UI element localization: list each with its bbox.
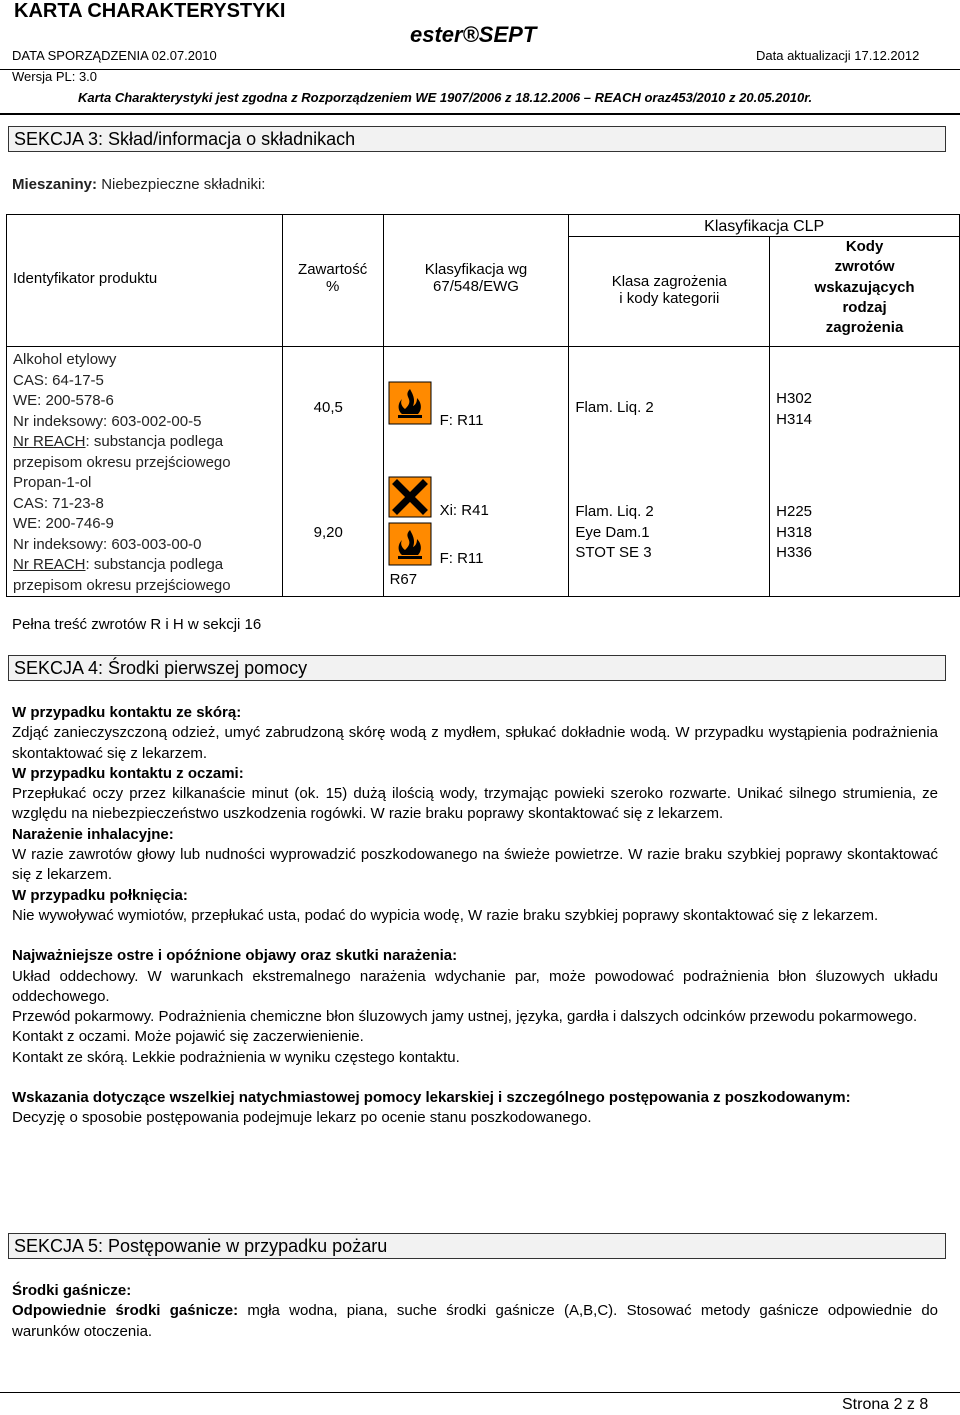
page-number: Strona 2 z 8 (842, 1396, 929, 1413)
swallow-text: Nie wywoływać wymiotów, przepłukać usta, podać do wypicia wodę, W razie braku szybkiej poprawy skontaktować się z lekarzem. (12, 906, 879, 924)
version-label: Wersja PL: 3.0 (12, 69, 98, 84)
symptoms-digestive: Przewód pokarmowy. Podrażnienia chemiczne błon śluzowych jamy ustnej, języka, gardła i dalszych odcinków przewodu pokarmowego. (12, 1008, 918, 1026)
product-1-reach: Nr REACH: substancja podlega (13, 433, 224, 450)
inhalation-text: W razie zawrotów głowy lub nudności wyprowadzić poszkodowanego na świeże powietrze. W razie braku szybkiej poprawy skontaktować się z lekarzem. (12, 846, 938, 884)
product-2-clp-class: Flam. Liq. 2 Eye Dam.1 STOT SE 3 (575, 503, 654, 561)
content-cell (282, 347, 383, 597)
medical-heading: Wskazania dotyczące wszelkiej natychmiastowej pomocy lekarskiej i szczególnego postępowania z poszkodowanym: (12, 1089, 851, 1107)
skin-heading: W przypadku kontaktu ze skórą: (12, 704, 242, 721)
product-2-reach: Nr REACH: substancja podlega (13, 556, 224, 573)
eye-text: Przepłukać oczy przez kilkanaście minut (ok. 15) dużą ilością wody, trzymając powieki szeroko rozwarte. Unikać silnego strumienia, ze względu na niebezpieczeństwo uszkodzenia rogówki. W razie braku poprawy skontaktować się z lekarzem. (12, 785, 938, 823)
mixtures-line (12, 176, 265, 193)
inhalation-heading: Narażenie inhalacyjne: (12, 825, 174, 843)
extinguishing-heading: Środki gaśnicze: (12, 1282, 132, 1299)
symptoms-respiratory: Układ oddechowy. W warunkach ekstremalnego narażenia wdychanie par, może powodować podrażnienia błon śluzowych układu oddechowego. (12, 967, 938, 1005)
product-2-h-codes: H225 H318 H336 (776, 503, 812, 561)
mixtures-text: Niebezpieczne składniki: (101, 176, 266, 193)
product-2-we: WE: 200-746-9 (13, 515, 114, 532)
h-codes-cell (770, 347, 960, 597)
product-1-reach-cont: przepisom okresu przejściowego (13, 453, 231, 471)
symptoms-eyes: Kontakt z oczami. Może pojawić się zaczerwienienie. (12, 1028, 364, 1046)
first-aid-body (12, 703, 938, 1129)
product-1-content: 40,5 (313, 399, 343, 416)
product-1-we: WE: 200-578-6 (13, 392, 114, 409)
product-2-cas: CAS: 71-23-8 (13, 494, 104, 512)
product-2-eec-code-1: Xi: R41 (439, 502, 489, 519)
col-header-clp: Klasyfikacja CLP (569, 215, 960, 237)
fire-body (12, 1281, 938, 1342)
eec-classification-cell (383, 347, 569, 597)
product-1-eec-code: F: R11 (439, 412, 484, 429)
product-1-h-codes: H302 H314 (776, 390, 812, 428)
product-1-cas: CAS: 64-17-5 (13, 371, 104, 389)
header-rule-thick (0, 113, 960, 115)
document-title: KARTA CHARAKTERYSTYKI (14, 0, 286, 22)
symptoms-skin: Kontakt ze skórą. Lekkie podrażnienia w wyniku częstego kontaktu. (12, 1048, 460, 1066)
col-header-content: Zawartość % (282, 215, 383, 347)
product-2-index: Nr indeksowy: 603-003-00-0 (13, 535, 202, 553)
product-1-index: Nr indeksowy: 603-002-00-5 (13, 412, 202, 430)
symptoms-heading: Najważniejsze ostre i opóźnione objawy oraz skutki narażenia: (12, 947, 458, 965)
product-identifiers-cell (7, 347, 283, 597)
section-3-title: SEKCJA 3: Skład/informacja o składnikach (8, 126, 946, 152)
mixtures-label: Mieszaniny: (12, 176, 98, 193)
product-2-eec-code-3: R67 (389, 571, 418, 588)
date-updated: Data aktualizacji 17.12.2012 (756, 48, 920, 63)
col-header-product: Identyfikator produktu (7, 215, 283, 347)
col-header-hazard-class: Klasa zagrożenia i kody kategorii (569, 237, 770, 347)
section-4-title: SEKCJA 4: Środki pierwszej pomocy (8, 655, 946, 681)
skin-text: Zdjąć zanieczyszczoną odzież, umyć zabrudzoną skórę wodą z mydłem, spłukać dokładnie wodą. W przypadku wystąpienia podrażnienia skontaktować się z lekarzem. (12, 724, 938, 762)
product-2-eec-code-2: F: R11 (439, 550, 484, 567)
compliance-note: Karta Charakterystyki jest zgodna z Rozporządzeniem WE 1907/2006 z 18.12.2006 – REACH oraz453/2010 z 20.05.2010r. (78, 90, 813, 105)
components-table (6, 214, 960, 597)
date-created: DATA SPORZĄDZENIA 02.07.2010 (12, 48, 217, 63)
header-rule (0, 69, 960, 70)
flame-pictogram-icon (388, 381, 432, 425)
clp-class-cell (569, 347, 770, 597)
swallow-heading: W przypadku połknięcia: (12, 886, 188, 904)
product-1-name: Alkohol etylowy (13, 351, 117, 368)
r-h-note: Pełna treść zwrotów R i H w sekcji 16 (12, 616, 262, 633)
product-2-name: Propan-1-ol (13, 474, 92, 491)
section-5-title: SEKCJA 5: Postępowanie w przypadku pożaru (8, 1233, 946, 1259)
product-brand: ester®SEPT (410, 22, 537, 47)
footer-rule (0, 1392, 960, 1393)
flame-pictogram-icon (388, 522, 432, 566)
col-header-hazard-codes: Kody zwrotów wskazujących rodzaj zagrożenia (770, 237, 960, 347)
col-header-eec: Klasyfikacja wg 67/548/EWG (383, 215, 569, 347)
harmful-x-pictogram-icon (388, 476, 432, 518)
medical-text: Decyzję o sposobie postępowania podejmuje lekarz po ocenie stanu poszkodowanego. (12, 1109, 592, 1127)
product-1-clp-class: Flam. Liq. 2 (575, 399, 654, 416)
eye-heading: W przypadku kontaktu z oczami: (12, 764, 244, 782)
suitable-agents: Odpowiednie środki gaśnicze: mgła wodna, piana, suche środki gaśnicze (A,B,C). Stosować metody gaśnicze odpowiednie do warunków otoczenia. (12, 1302, 939, 1340)
product-2-content: 9,20 (313, 524, 343, 541)
product-2-reach-cont: przepisom okresu przejściowego (13, 576, 231, 594)
